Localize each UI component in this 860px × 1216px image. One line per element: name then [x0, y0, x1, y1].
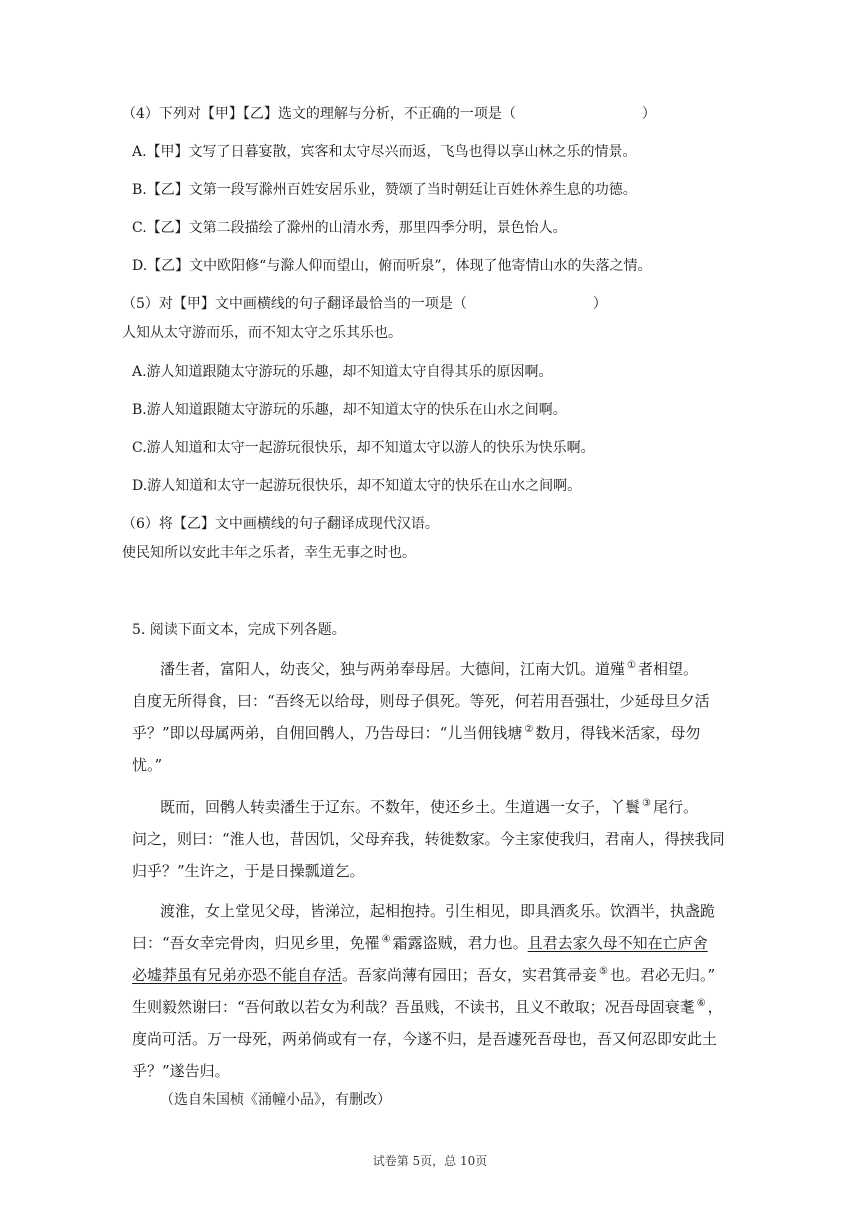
footnote-marker-1: ① [627, 660, 636, 671]
passage-p3-line6: 乎？”遂告归。 [132, 1062, 230, 1080]
passage-p1-line2: 自度无所得食，曰：“吾终无以给母，则母子俱死。等死，何若用吾强壮，少延母旦夕活 [132, 692, 710, 710]
passage-p1-line3: 乎？”即以母属两弟，自佣回鹘人，乃告母曰：“儿当佣钱塘 ② 数月，得钱米活家，母勿 [132, 724, 701, 742]
section-heading: 5. 阅读下面文本，完成下列各题。 [132, 622, 346, 638]
passage-source: （选自朱国桢《涌幢小品》，有删改） [160, 1092, 391, 1108]
q5-option-a: A.游人知道跟随太守游玩的乐趣，却不知道太守自得其乐的原因啊。 [132, 364, 553, 380]
footnote-marker-2: ② [524, 724, 534, 735]
passage-p3-line2: 曰：“吾女幸完骨肉，归见乡里，免罹 ④ 霜露盗贼，君力也。且君去家久母不知在亡庐舍 [132, 934, 708, 952]
passage-p3-line5: 度尚可活。万一母死，两弟倘或有一存，今遂不归，是吾遽死吾母也，吾又何忍即安此土 [132, 1030, 718, 1048]
passage-p3-line4: 生则毅然谢曰：“吾何敢以若女为利哉？吾虽贱，不读书，且义不敢取；况吾母固衰耄 ⑥ ， [132, 998, 723, 1016]
q4-option-c: C.【乙】文第二段描绘了滁州的山清水秀，那里四季分明，景色怡人。 [132, 220, 567, 236]
passage-p2-line1: 既而，回鹘人转卖潘生于辽东。不数年，使还乡土。生道遇一女子，丫鬟 ③ 尾行。 [160, 798, 698, 816]
q5-sentence: 人知从太守游而乐，而不知太守之乐其乐也。 [122, 325, 402, 341]
q5-stem: （5）对【甲】文中画横线的句子翻译最恰当的一项是（ ） [122, 296, 607, 312]
q6-sentence: 使民知所以安此丰年之乐者，幸生无事之时也。 [122, 545, 416, 561]
underlined-sentence-part2: 必墟莽虽有兄弟亦恐不能自存活 [132, 966, 343, 984]
q4-option-d: D.【乙】文中欧阳修“与滁人仰而望山，俯而听泉”，体现了他寄情山水的失落之情。 [132, 258, 652, 274]
passage-p3-line1: 渡淮，女上堂见父母，皆涕泣，起相抱持。引生相见，即具酒炙乐。饮酒半，执盏跪 [160, 902, 716, 920]
footnote-marker-3: ③ [642, 798, 651, 809]
q5-option-d: D.游人知道和太守一起游玩很快乐，却不知道太守的快乐在山水之间啊。 [132, 478, 582, 494]
q4-stem: （4）下列对【甲】【乙】选文的理解与分析，不正确的一项是（ ） [122, 106, 656, 122]
q5-option-c: C.游人知道和太守一起游玩很快乐，却不知道太守以游人的快乐为快乐啊。 [132, 440, 595, 456]
passage-p2-line3: 归乎？”生许之，于是日操瓢道乞。 [132, 862, 365, 880]
passage-p2-line2: 问之，则曰：“淮人也，昔因饥，父母弃我，转徙数家。今主家使我归，君南人，得挟我同 [132, 830, 725, 848]
footnote-marker-6: ⑥ [696, 998, 706, 1009]
q6-stem: （6）将【乙】文中画横线的句子翻译成现代汉语。 [122, 516, 439, 532]
page-footer: 试卷第 5页，总 10页 [372, 1154, 488, 1168]
underlined-sentence-part1: 且君去家久母不知在亡庐舍 [527, 934, 708, 952]
q4-option-b: B.【乙】文第一段写滁州百姓安居乐业，赞颂了当时朝廷让百姓休养生息的功德。 [132, 182, 637, 198]
q5-option-b: B.游人知道跟随太守游玩的乐趣，却不知道太守的快乐在山水之间啊。 [132, 402, 567, 418]
passage-p1-line4: 忧。” [132, 756, 163, 774]
footnote-marker-5: ⑤ [599, 966, 608, 977]
passage-p1-line1: 潘生者，富阳人，幼丧父，独与两弟奉母居。大德间，江南大饥。道殣 ① 者相望。 [160, 660, 698, 678]
footnote-marker-4: ④ [381, 934, 391, 945]
passage-p3-line3: 必墟莽虽有兄弟亦恐不能自存活。吾家尚薄有园田；吾女，实君箕帚妾 ⑤ 也。君必无归。” [132, 966, 716, 984]
q4-option-a: A.【甲】文写了日暮宴散，宾客和太守尽兴而返，飞鸟也得以享山林之乐的情景。 [132, 144, 637, 160]
